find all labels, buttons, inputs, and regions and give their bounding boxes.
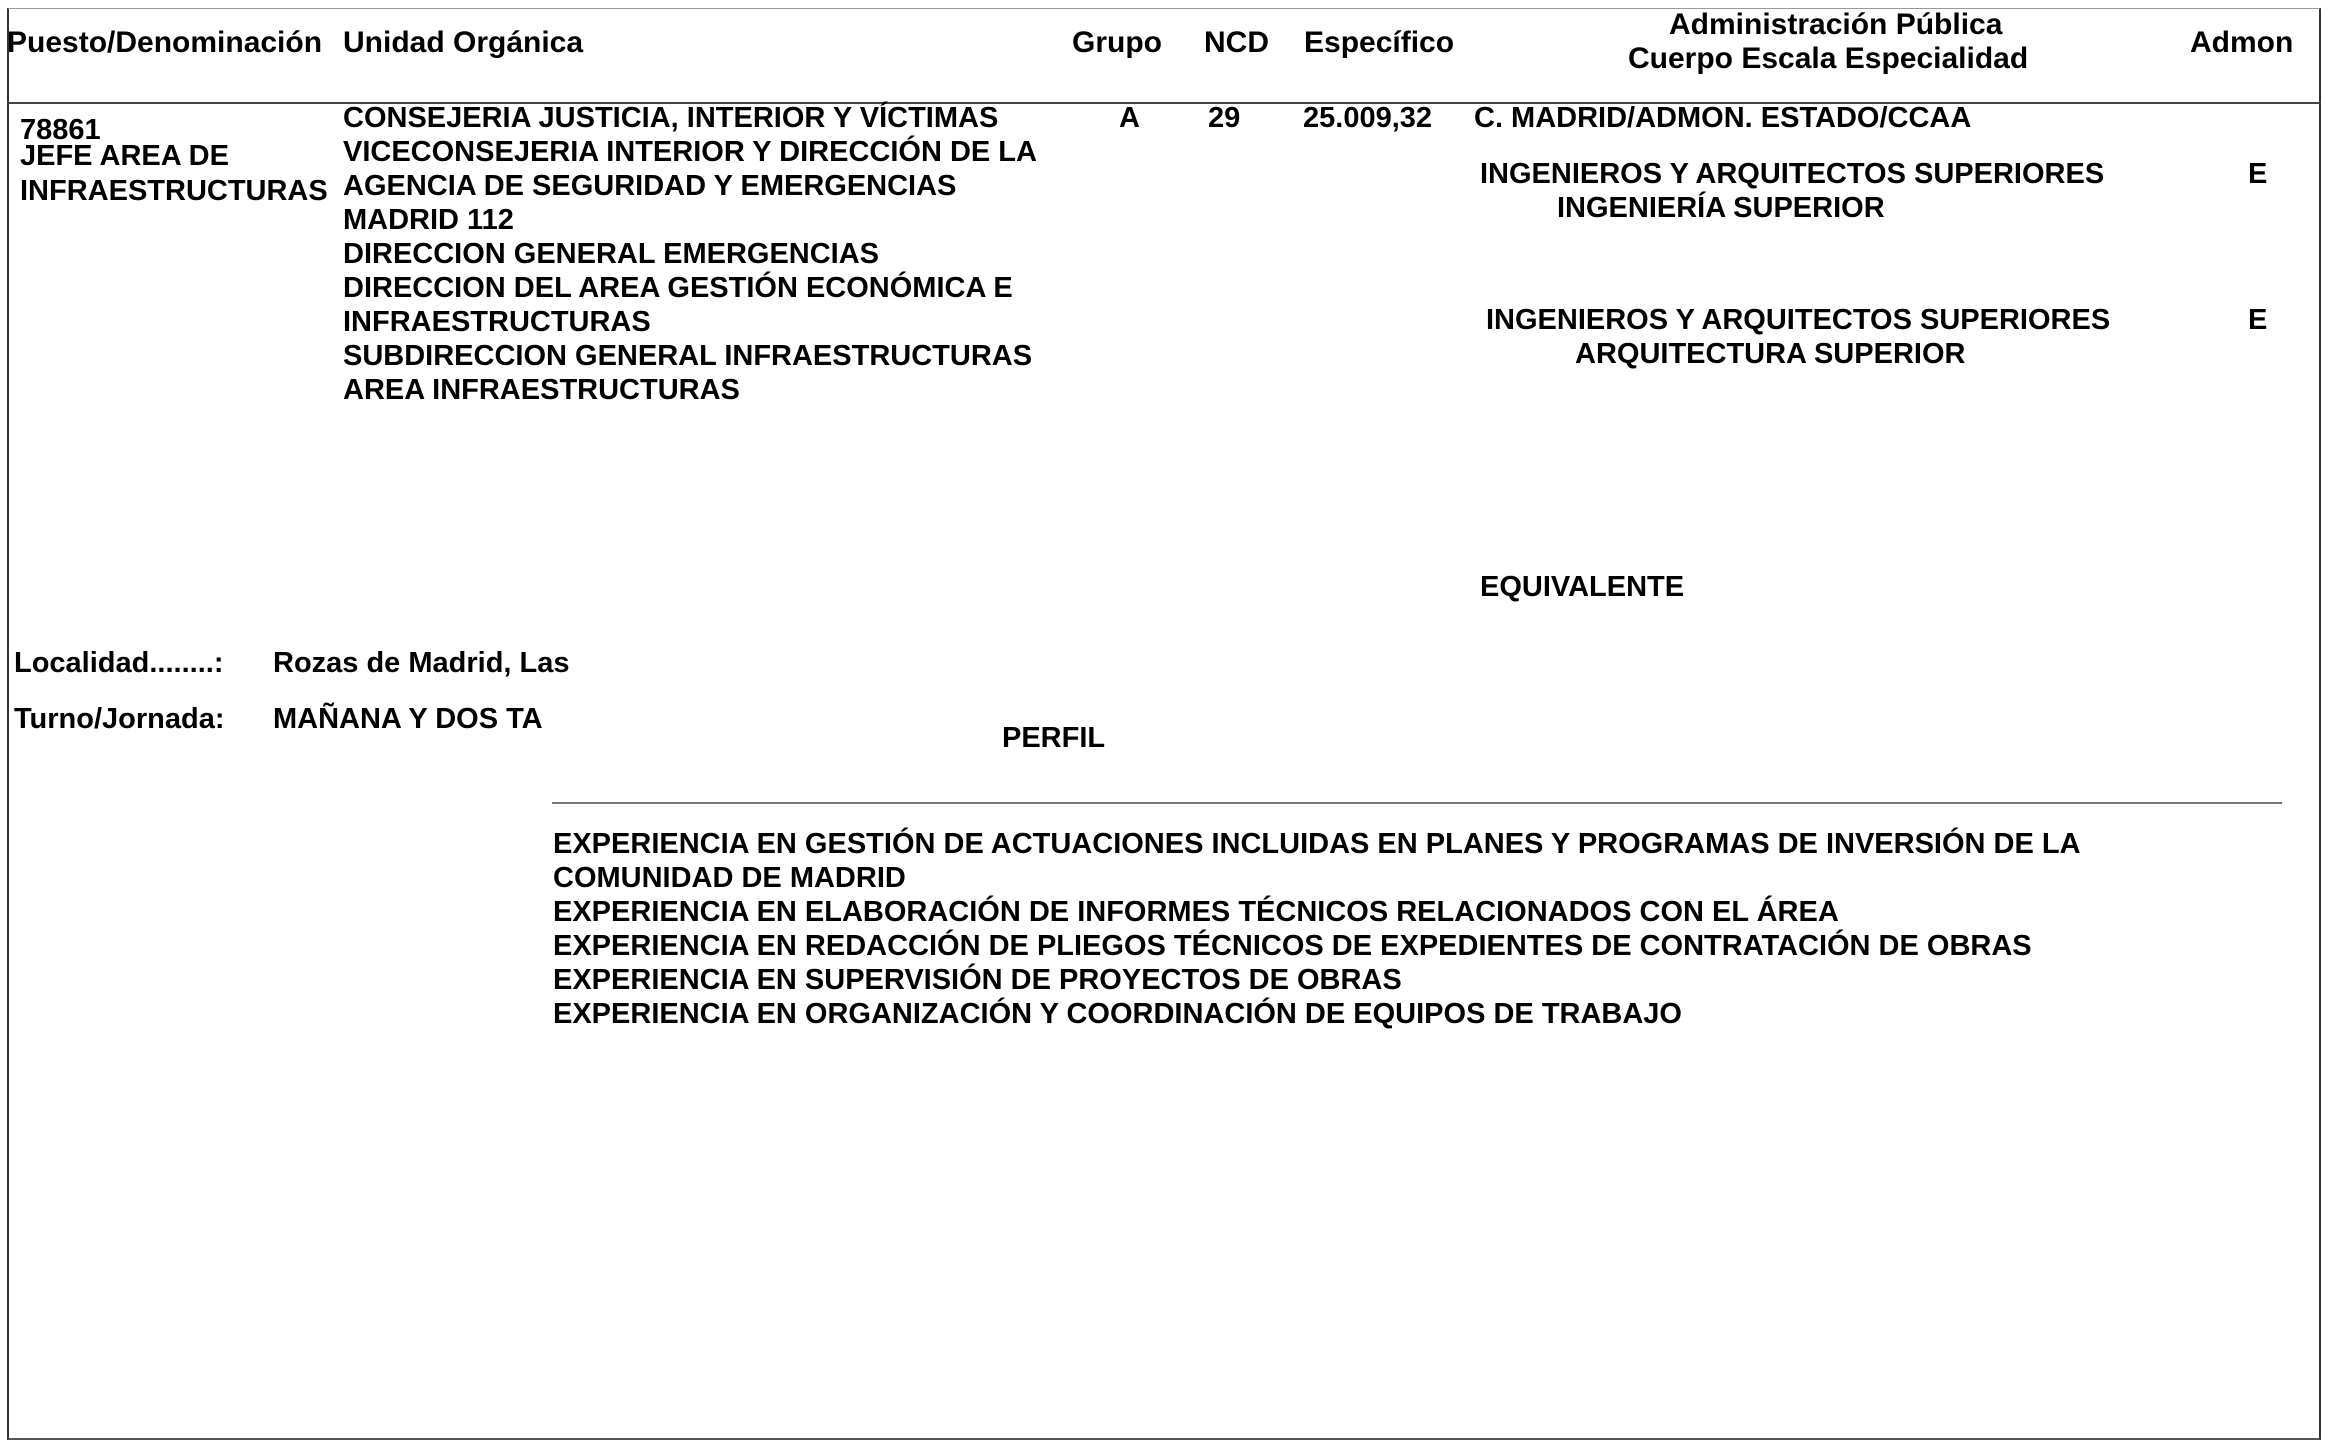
turno-value: MAÑANA Y DOS TA xyxy=(273,703,543,735)
header-admon: Admon xyxy=(2190,26,2294,59)
localidad-value: Rozas de Madrid, Las xyxy=(273,647,570,679)
puesto-name-line1: JEFE AREA DE xyxy=(20,140,229,172)
unidad-line: AGENCIA DE SEGURIDAD Y EMERGENCIAS xyxy=(343,170,957,202)
perfil-line: EXPERIENCIA EN ORGANIZACIÓN Y COORDINACIÓN DE EQUIPOS DE TRABAJO xyxy=(553,998,1682,1030)
unidad-line: DIRECCION GENERAL EMERGENCIAS xyxy=(343,238,880,270)
header-admin-line2: Cuerpo Escala Especialidad xyxy=(1628,42,2029,75)
header-grupo: Grupo xyxy=(1072,26,1162,59)
unidad-line: MADRID 112 xyxy=(343,204,514,236)
puesto-code: 78861 xyxy=(20,114,101,146)
especialidad-1: INGENIERÍA SUPERIOR xyxy=(1557,192,1885,224)
header-unidad: Unidad Orgánica xyxy=(343,26,584,59)
perfil-title: PERFIL xyxy=(1002,722,1106,754)
puesto-name-line2: INFRAESTRUCTURAS xyxy=(20,175,328,207)
header-especifico: Específico xyxy=(1304,26,1455,59)
header-admin-line1: Administración Pública xyxy=(1669,8,2003,41)
unidad-organica xyxy=(343,101,1037,407)
admon-2: E xyxy=(2248,304,2268,336)
localidad-label: Localidad........: xyxy=(14,647,224,679)
perfil-list xyxy=(553,827,2081,1031)
admon-1: E xyxy=(2248,158,2268,190)
perfil-line: EXPERIENCIA EN SUPERVISIÓN DE PROYECTOS DE OBRAS xyxy=(553,964,1402,996)
unidad-line: VICECONSEJERIA INTERIOR Y DIRECCIÓN DE LA xyxy=(343,136,1037,168)
cuerpo-1: INGENIEROS Y ARQUITECTOS SUPERIORES xyxy=(1480,158,2105,190)
header-ncd: NCD xyxy=(1204,26,1269,59)
unidad-line: AREA INFRAESTRUCTURAS xyxy=(343,374,740,406)
unidad-line: CONSEJERIA JUSTICIA, INTERIOR Y VÍCTIMAS xyxy=(343,102,999,134)
perfil-line: EXPERIENCIA EN GESTIÓN DE ACTUACIONES INCLUIDAS EN PLANES Y PROGRAMAS DE INVERSIÓN DE LA xyxy=(553,828,2081,860)
perfil-line: EXPERIENCIA EN REDACCIÓN DE PLIEGOS TÉCNICOS DE EXPEDIENTES DE CONTRATACIÓN DE OBRAS xyxy=(553,930,2032,962)
especialidad-2: ARQUITECTURA SUPERIOR xyxy=(1575,338,1966,370)
header-puesto: Puesto/Denominación xyxy=(7,26,323,59)
unidad-line: DIRECCION DEL AREA GESTIÓN ECONÓMICA E xyxy=(343,272,1013,304)
cuerpo-2: INGENIEROS Y ARQUITECTOS SUPERIORES xyxy=(1486,304,2111,336)
administracion-value: C. MADRID/ADMON. ESTADO/CCAA xyxy=(1474,102,1972,134)
unidad-line: INFRAESTRUCTURAS xyxy=(343,306,651,338)
grupo-value: A xyxy=(1119,102,1140,134)
perfil-line: EXPERIENCIA EN ELABORACIÓN DE INFORMES TÉCNICOS RELACIONADOS CON EL ÁREA xyxy=(553,896,1839,928)
equivalente-label: EQUIVALENTE xyxy=(1480,571,1685,603)
perfil-divider xyxy=(552,802,2282,804)
unidad-line: SUBDIRECCION GENERAL INFRAESTRUCTURAS xyxy=(343,340,1033,372)
turno-label: Turno/Jornada: xyxy=(14,703,225,735)
especifico-value: 25.009,32 xyxy=(1303,102,1433,134)
ncd-value: 29 xyxy=(1208,102,1241,134)
perfil-line: COMUNIDAD DE MADRID xyxy=(553,862,906,894)
